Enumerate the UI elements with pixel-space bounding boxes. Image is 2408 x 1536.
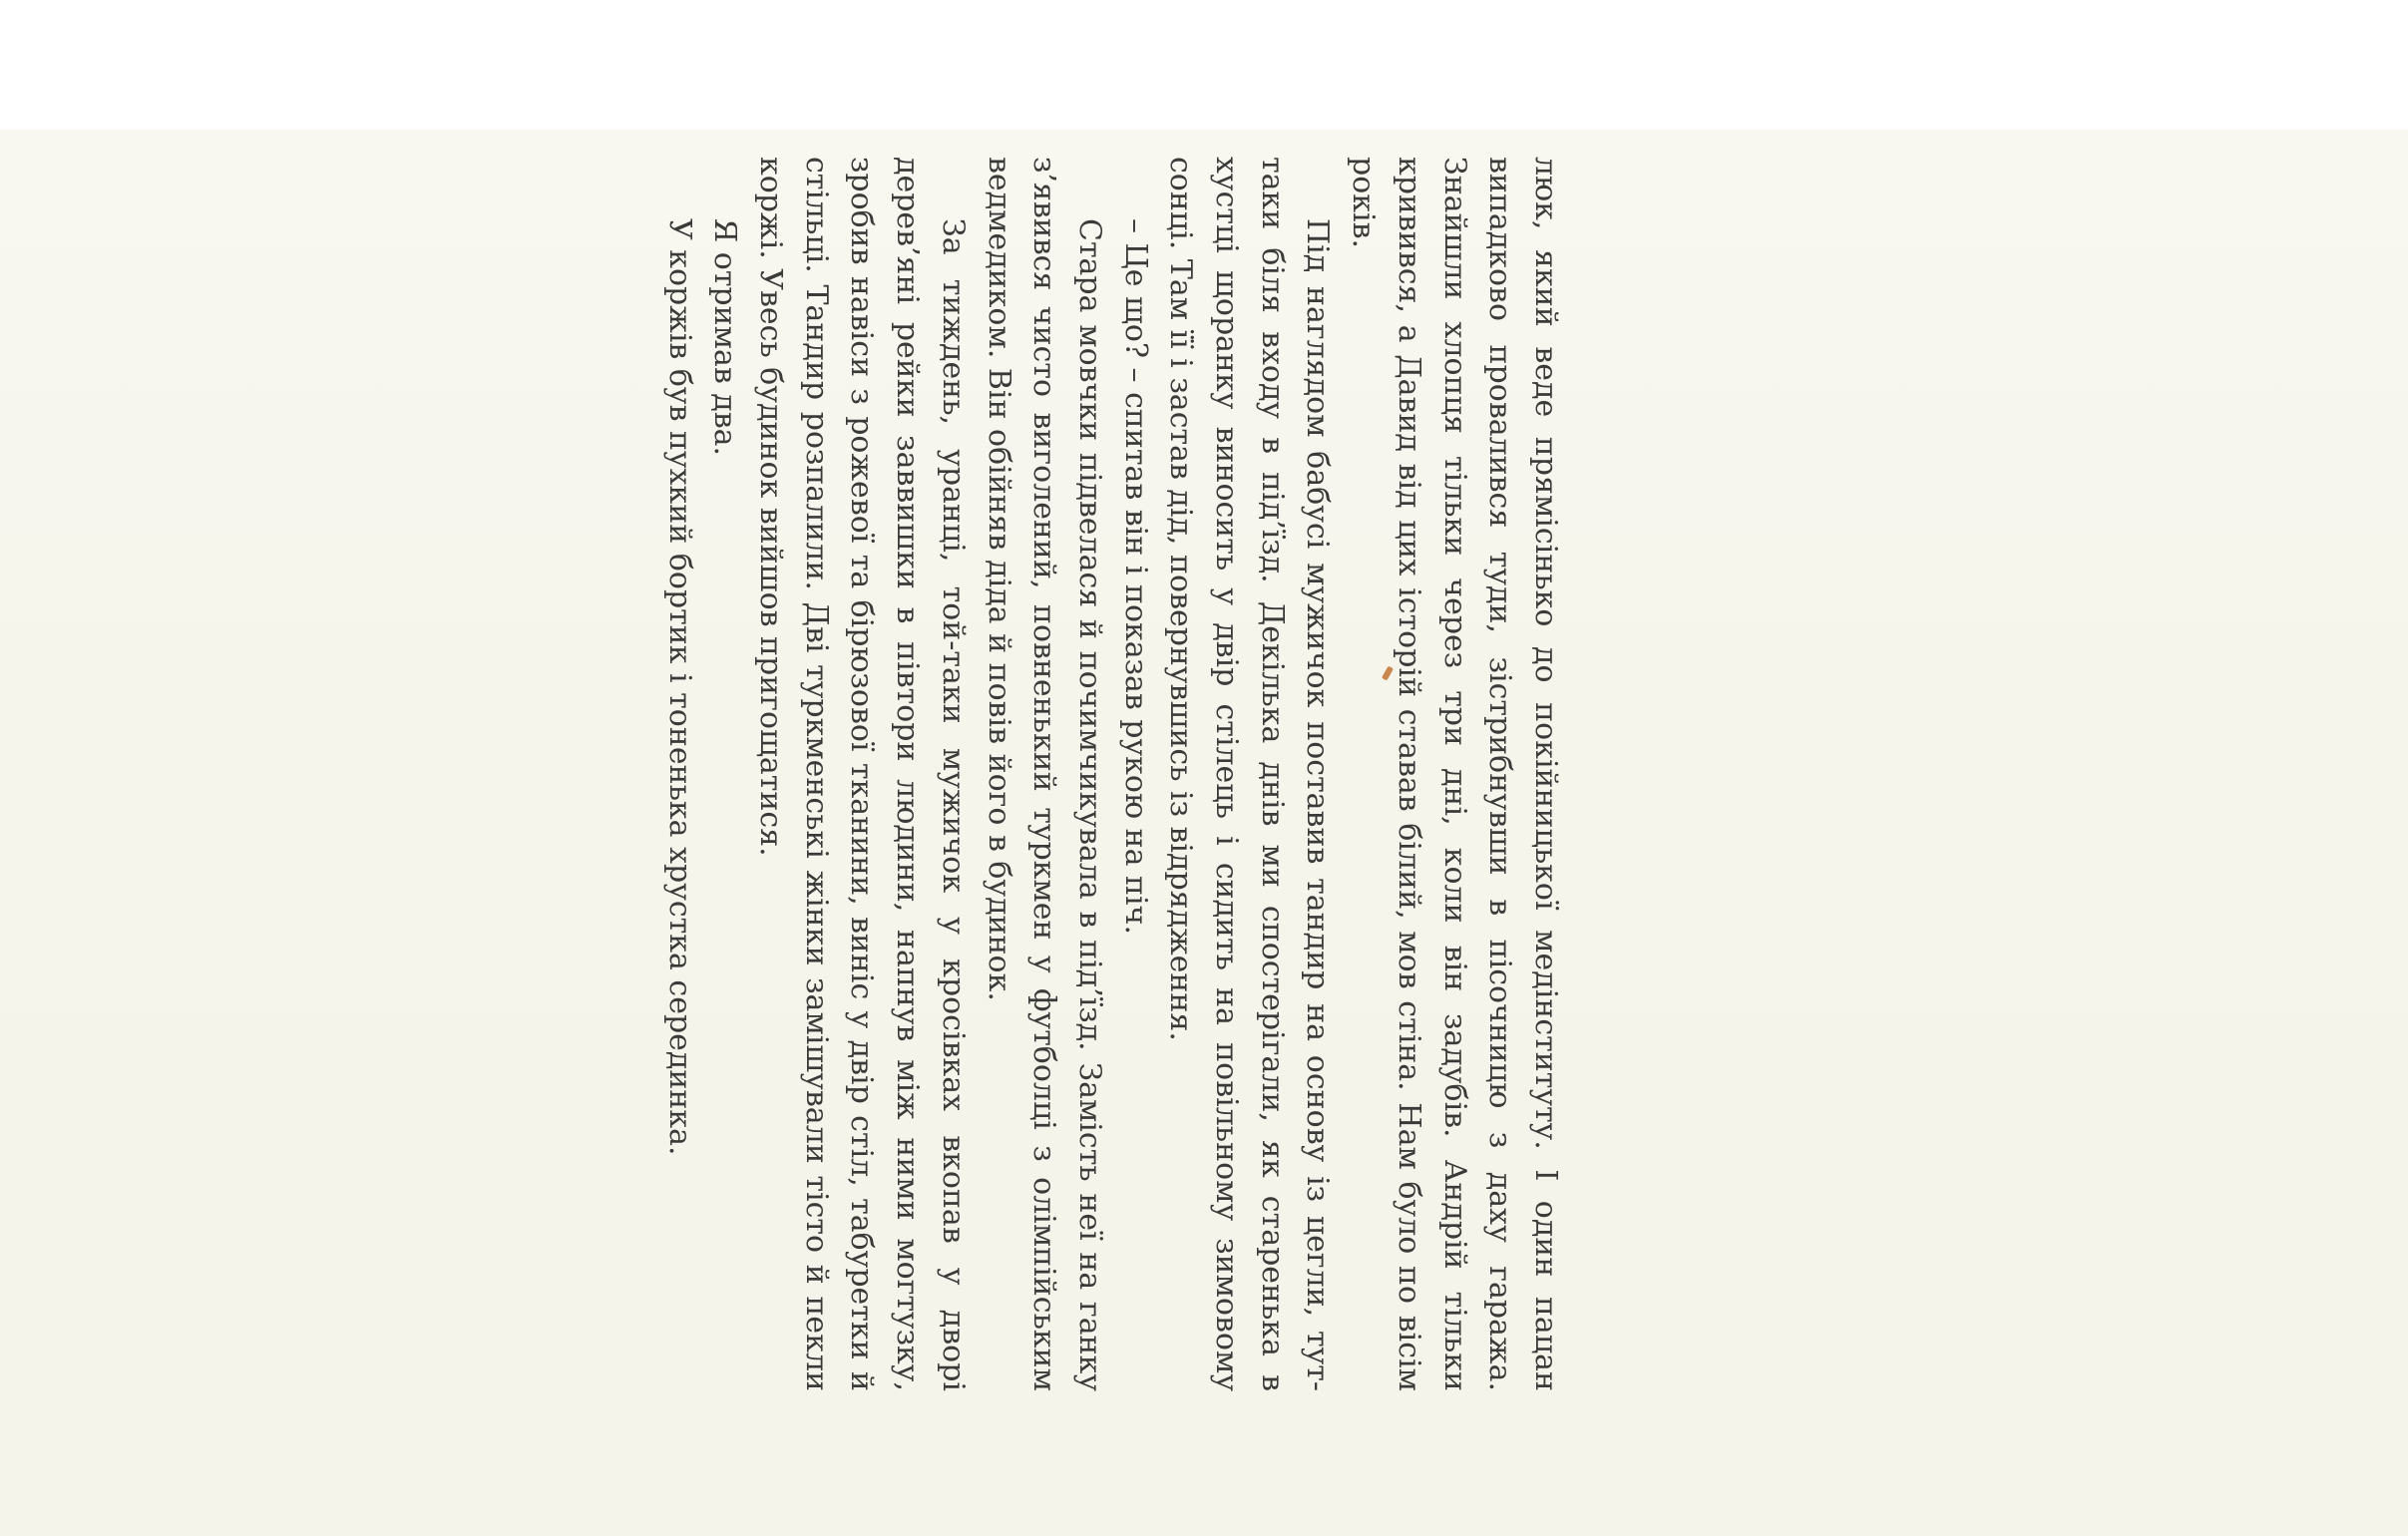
paragraph-1: люк, який веде прямісінько до покійницької медінституту. І один пацан випадково провалився туди, зістрибнувши в пісочницю з даху гаража. Знайшли хлопця тільки через три дні, коли він задубів. Андрій тільки кривився, а Давид від цих історій ставав білий, мов стіна. Нам було по вісім років. — [1346, 157, 1563, 1391]
paragraph-2: Під наглядом бабусі мужичок поставив тандир на основу із цегли, тут-таки біля входу в під’їзд. Декілька днів ми спостерігали, як старенька в хустці щоранку виносить у двір стілець і сидить на повільному зимовому сонці. Там її і застав дід, повернувшись із відрядження. — [1163, 157, 1336, 1391]
paragraph-4: Стара мовчки підвелася й почимчикувала в під’їзд. Замість неї на ганку з’явився чисто виголений, повненький туркмен у футболці з олімпійським ведмедиком. Він обійняв діда й повів його в будинок. — [981, 157, 1107, 1391]
paragraph-6: Я отримав два. — [707, 218, 743, 457]
paragraph-3: – Це що? – спитав він і показав рукою на піч. — [1117, 218, 1153, 936]
rotated-text-block — [231, 157, 1568, 1391]
paragraph-7: У коржів був пухкий бортик і тоненька хрустка серединка. — [661, 218, 697, 1156]
paragraph-5: За тиждень, уранці, той-таки мужичок у кросівках вкопав у дворі дерев’яні рейки заввишки в півтори людини, напнув між ними могтузку, зробив навіси з рожевої та бірюзової тканини, виніс у двір стіл, табуретки й стільці. Тандир розпалили. Дві туркменські жінки замішували тісто й пекли коржі. Увесь будинок вийшов пригощатися. — [753, 157, 971, 1391]
